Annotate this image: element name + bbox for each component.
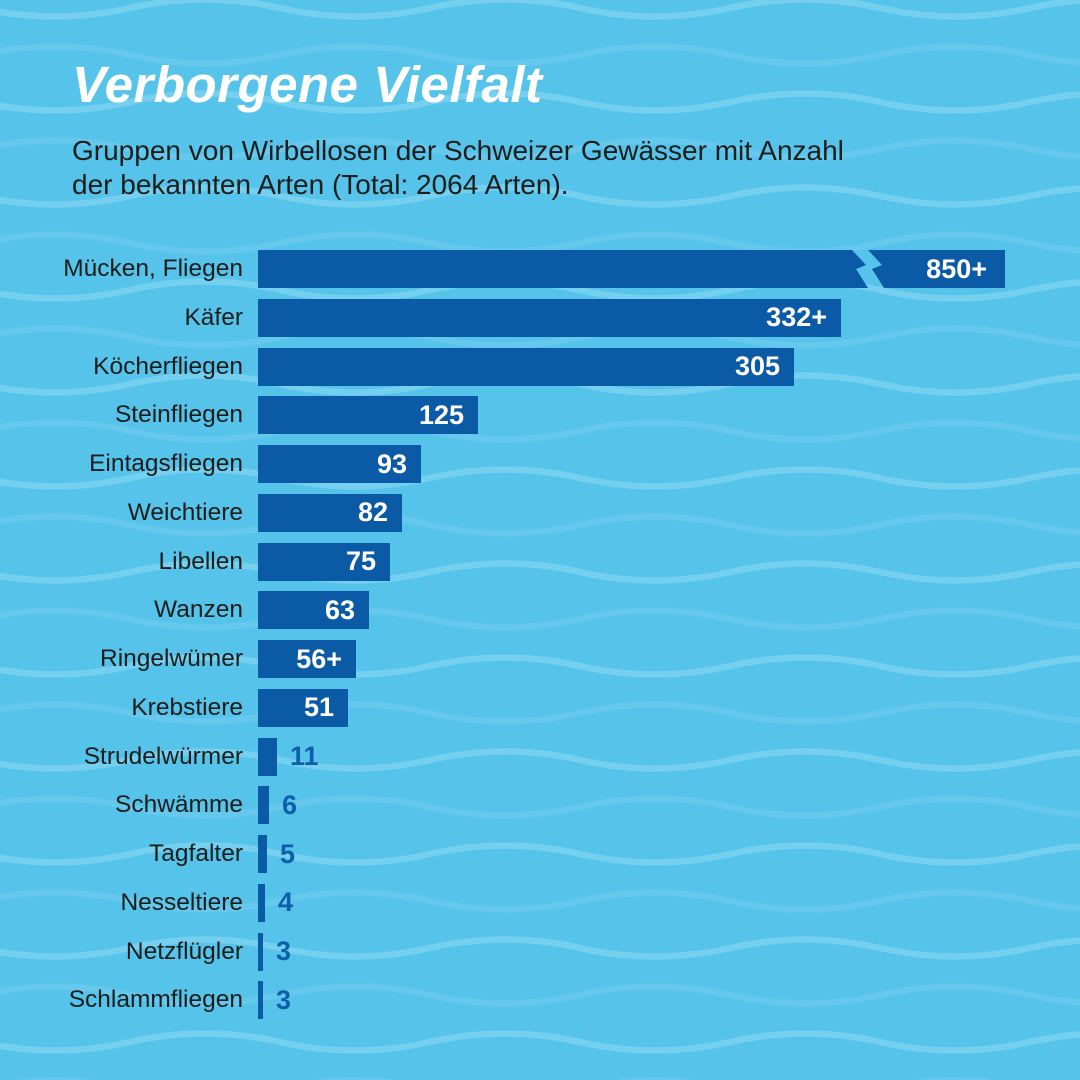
value-label: 305 [734,351,780,381]
value-label: 4 [278,887,294,918]
category-label: Nesseltiere [120,888,243,916]
wave-line [0,235,1080,252]
category-label: Weichtiere [127,498,243,526]
bar-row [0,835,1080,873]
bar-row [0,494,1080,532]
value-label: 63 [324,594,355,625]
chart-subtitle [72,134,844,202]
page-title: Verborgene Vielfalt [72,56,543,113]
category-label: Schlammfliegen [68,986,243,1014]
category-label: Wanzen [154,596,243,624]
bar [258,396,478,434]
bar-row [0,738,1080,776]
bar [258,445,421,483]
category-label: Käfer [184,303,243,331]
value-label: 6 [282,789,298,820]
bar [258,640,356,678]
value-label: 3 [276,984,292,1015]
bar-row [0,250,1080,288]
value-label: 5 [280,838,296,869]
bar-chart [0,250,1080,1030]
bar-row [0,543,1080,581]
bar [258,250,1005,288]
value-label: 3 [276,936,292,966]
value-label: 56+ [296,643,342,674]
subtitle-line-2: der bekannten Arten (Total: 2064 Arten). [72,168,569,200]
bar-row [0,933,1080,971]
category-label: Strudelwürmer [83,742,243,770]
value-label: 51 [303,692,334,723]
bar-row [0,396,1080,434]
value-label: 850+ [926,253,987,284]
bar [258,494,402,532]
bar [258,835,267,873]
bar [258,981,263,1019]
wave-line [0,1034,1080,1051]
bar-row [0,591,1080,629]
subtitle-line-1: Gruppen von Wirbellosen der Schweizer Gewässer mit Anzahl [72,134,844,166]
bar-row [0,884,1080,922]
wave-line [0,0,1080,17]
bar-row [0,640,1080,678]
category-label: Ringelwümer [100,645,243,672]
category-label: Tagfalter [149,840,243,867]
category-label: Eintagsfliegen [89,450,243,477]
category-label: Netzflügler [125,937,243,965]
category-label: Mücken, Fliegen [63,255,243,282]
category-label: Krebstiere [131,693,243,721]
bar-row [0,299,1080,337]
bar-row [0,981,1080,1019]
value-label: 332+ [766,302,827,333]
bar [258,299,841,337]
bar [258,689,348,727]
broken-bar-shape [258,250,1005,288]
bar [258,348,794,386]
bar [258,738,277,776]
value-label: 11 [290,741,319,771]
value-label: 75 [345,546,376,576]
bar [258,933,263,971]
header [72,58,844,202]
category-label: Schwämme [115,791,243,819]
bar-segment [258,250,868,288]
bar [258,591,369,629]
bar-row [0,689,1080,727]
value-label: 125 [418,399,464,430]
bar-row [0,348,1080,386]
category-label: Steinfliegen [114,401,243,429]
category-label: Libellen [158,547,243,575]
bar [258,543,390,581]
bar [258,884,265,922]
value-label: 93 [376,448,407,479]
bar [258,786,269,824]
bar-row [0,786,1080,824]
category-label: Köcherfliegen [93,352,243,380]
value-label: 82 [357,497,388,528]
bar-row [0,445,1080,483]
